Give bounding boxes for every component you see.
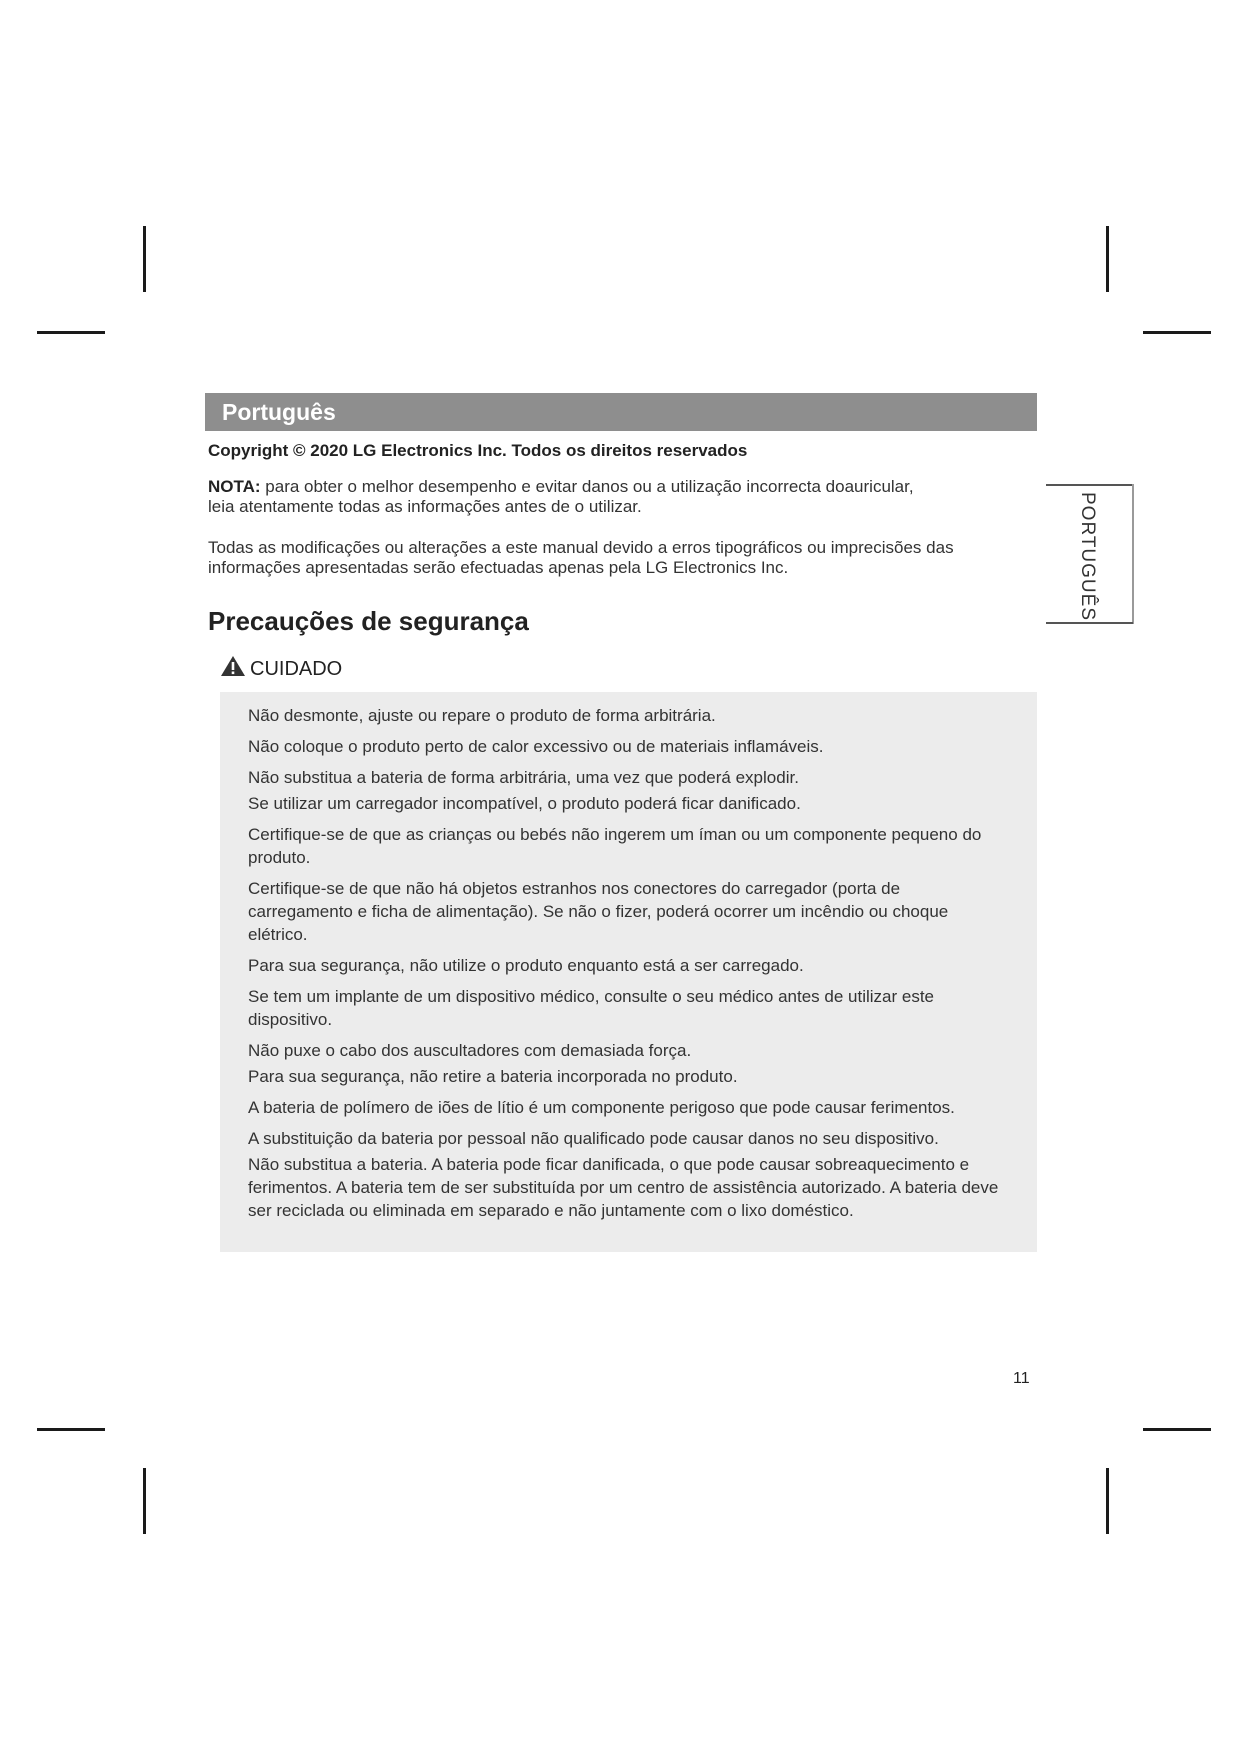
note-text-2: leia atentamente todas as informações antes de o utilizar. <box>208 497 642 516</box>
crop-mark-top-left-vertical <box>143 226 146 292</box>
modifications-line-2: informações apresentadas serão efectuadas apenas pela LG Electronics Inc. <box>208 558 789 577</box>
note-label: NOTA: <box>208 477 261 496</box>
crop-mark-top-left-horizontal <box>37 331 105 334</box>
modifications-paragraph <box>208 538 998 578</box>
side-tab-label: PORTUGUÊS <box>1077 492 1098 622</box>
page-number: 11 <box>1013 1370 1030 1387</box>
caution-item: Não substitua a bateria de forma arbitrária, uma vez que poderá explodir. <box>248 768 799 787</box>
language-header <box>205 393 1037 431</box>
crop-mark-bottom-right-horizontal <box>1143 1428 1211 1431</box>
caution-item: Para sua segurança, não utilize o produto enquanto está a ser carregado. <box>248 956 804 975</box>
warning-triangle-icon <box>220 655 250 683</box>
side-tab-top-rule <box>1046 484 1133 486</box>
crop-mark-top-right-vertical <box>1106 226 1109 292</box>
caution-item: Para sua segurança, não retire a bateria incorporada no produto. <box>248 1067 738 1086</box>
caution-item: Não puxe o cabo dos auscultadores com demasiada força. <box>248 1041 692 1060</box>
language-header-label: Português <box>222 399 336 425</box>
crop-mark-bottom-left-vertical <box>143 1468 146 1534</box>
modifications-line-1: Todas as modificações ou alterações a este manual devido a erros tipográficos ou imprecisões das <box>208 538 954 557</box>
note-line-1 <box>208 477 968 497</box>
caution-item: Se tem um implante de um dispositivo médico, consulte o seu médico antes de utilizar este dispositivo. <box>248 987 935 1029</box>
side-language-tab <box>1046 484 1133 624</box>
side-tab-vertical-rule <box>1132 484 1134 624</box>
caution-item: Não desmonte, ajuste ou repare o produto de forma arbitrária. <box>248 706 716 725</box>
caution-item: Se utilizar um carregador incompatível, o produto poderá ficar danificado. <box>248 794 801 813</box>
note-text-1: para obter o melhor desempenho e evitar danos ou a utilização incorrecta doauricular, <box>265 477 914 496</box>
section-title: Precauções de segurança <box>208 606 529 636</box>
side-tab-bottom-rule <box>1046 622 1133 624</box>
caution-box <box>220 692 1037 1252</box>
caution-item: Certifique-se de que não há objetos estranhos nos conectores do carregador (porta de carregamento e ficha de alimentação). Se não o fizer, poderá ocorrer um incêndio ou choque elétrico. <box>248 879 949 944</box>
copyright-notice: Copyright © 2020 LG Electronics Inc. Todos os direitos reservados <box>208 441 748 460</box>
caution-item: Não substitua a bateria. A bateria pode ficar danificada, o que pode causar sobreaquecimento e ferimentos. A bateria tem de ser substituída por um centro de assistência autorizado. A bateria deve ser reciclada ou eliminada em separado e não juntamente com o lixo doméstico. <box>248 1155 999 1220</box>
note-paragraph <box>208 477 968 517</box>
caution-item: A bateria de polímero de iões de lítio é um componente perigoso que pode causar ferimentos. <box>248 1098 955 1117</box>
caution-item: A substituição da bateria por pessoal não qualificado pode causar danos no seu dispositivo. <box>248 1129 939 1148</box>
crop-mark-bottom-right-vertical <box>1106 1468 1109 1534</box>
crop-mark-top-right-horizontal <box>1143 331 1211 334</box>
caution-label: CUIDADO <box>250 657 343 680</box>
crop-mark-bottom-left-horizontal <box>37 1428 105 1431</box>
caution-item: Certifique-se de que as crianças ou bebés não ingerem um íman ou um componente pequeno do produto. <box>248 825 982 867</box>
caution-item: Não coloque o produto perto de calor excessivo ou de materiais inflamáveis. <box>248 737 824 756</box>
caution-heading <box>220 656 342 682</box>
